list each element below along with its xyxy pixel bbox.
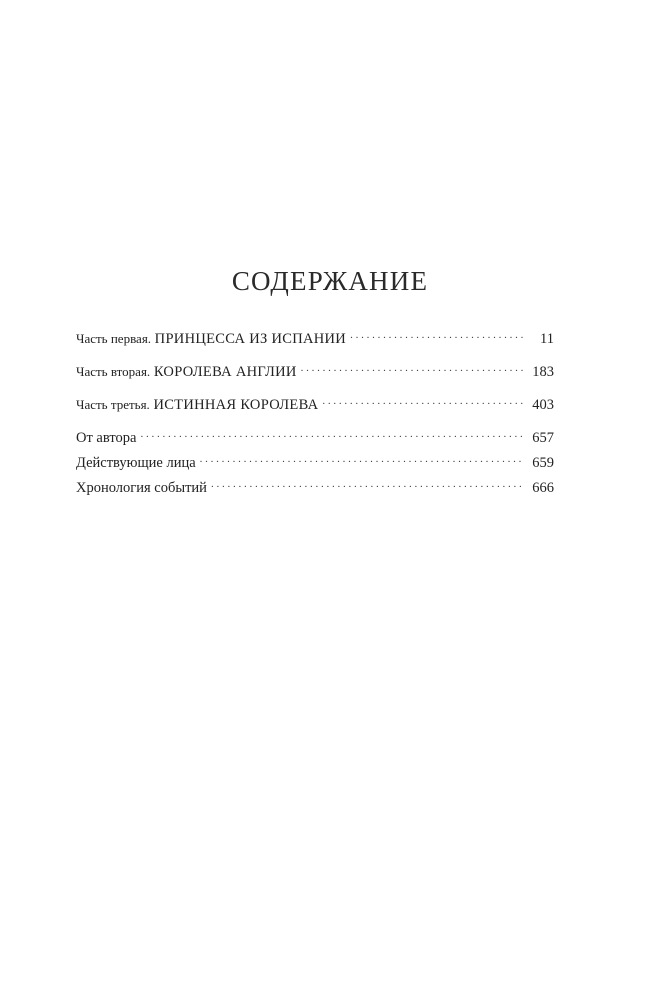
toc-page-number: 657 [532,430,554,446]
toc-entry-prefix: Часть третья. [76,397,150,412]
toc-entry [76,362,554,380]
toc-entry-title: Хронология событий [76,480,207,496]
page-title: СОДЕРЖАНИЕ [231,266,429,296]
toc-entry [76,428,554,446]
toc-entry [76,453,554,471]
toc-entry-label [76,331,346,347]
toc-page-number: 11 [540,331,554,347]
toc-page-number: 666 [532,480,554,496]
dot-leader [211,478,524,492]
dot-leader [350,329,524,343]
toc-entry-label [76,397,318,413]
toc-appendix [76,428,554,503]
toc-entry-title: Действующие лица [76,455,196,471]
toc-entry [76,478,554,496]
toc-page-number: 403 [532,397,554,413]
dot-leader [322,395,524,409]
toc-page-number: 183 [532,364,554,380]
toc-page-number: 659 [532,455,554,471]
toc-entry-title: От автора [76,430,137,446]
toc-entry-title: ПРИНЦЕССА ИЗ ИСПАНИИ [154,331,347,347]
toc-entry-title: КОРОЛЕВА АНГЛИИ [153,364,297,380]
toc-entry [76,395,554,413]
dot-leader [301,362,524,376]
toc-entry [76,329,554,347]
dot-leader [200,453,524,467]
toc-entry-label [76,364,297,380]
toc-entry-prefix: Часть первая. [76,331,152,346]
toc-entry-prefix: Часть вторая. [76,364,151,379]
toc-parts [76,329,554,428]
dot-leader [140,428,524,442]
toc-entry-title: ИСТИННАЯ КОРОЛЕВА [153,397,319,413]
